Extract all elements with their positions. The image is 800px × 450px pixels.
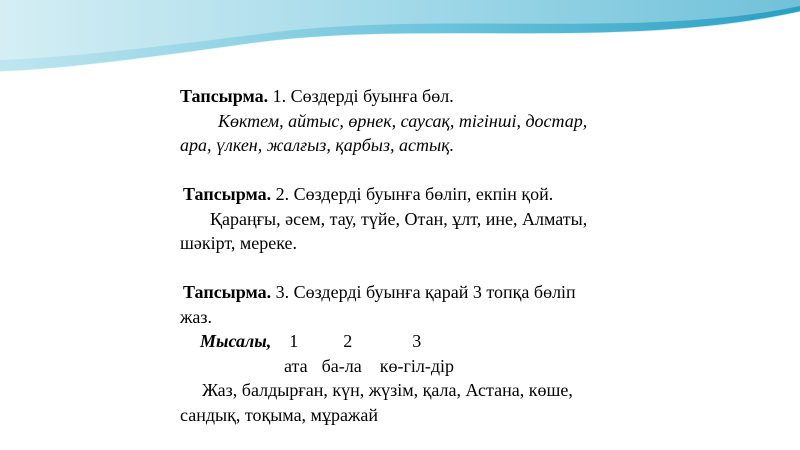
task2-words-line2 bbox=[180, 231, 650, 256]
column-number-2: 2 bbox=[343, 331, 353, 351]
task-sheet bbox=[180, 84, 650, 427]
task2-words-1: Қараңғы, әсем, тау, түйе, Отан, ұлт, ине, Алматы, bbox=[210, 208, 588, 229]
task3-words-line1 bbox=[180, 378, 650, 403]
task1-words-1: Көктем, айтыс, өрнек, саусақ, тігінші, достар, bbox=[218, 110, 588, 131]
example-word-3: кө-гіл-дір bbox=[379, 355, 454, 376]
task3-words-1: Жаз, балдырған, күн, жүзім, қала, Астана, көше, bbox=[202, 380, 573, 400]
spacer bbox=[180, 158, 650, 183]
task3-instruction-line2 bbox=[180, 305, 650, 330]
task3-example-label: Мысалы, bbox=[200, 331, 272, 351]
task1-title-line bbox=[180, 84, 650, 109]
task3-examples-line bbox=[180, 354, 650, 379]
task3-instruction-2: жаз. bbox=[180, 306, 213, 327]
task3-title-line bbox=[180, 280, 650, 305]
task2-title-line bbox=[180, 182, 650, 207]
column-number-1: 1 bbox=[289, 331, 299, 351]
task1-words-line1 bbox=[180, 109, 650, 134]
column-number-3: 3 bbox=[412, 331, 422, 351]
spacer bbox=[180, 256, 650, 281]
task3-words-line2 bbox=[180, 403, 650, 428]
example-word-1: ата bbox=[284, 355, 308, 376]
task3-heading: Тапсырма. bbox=[183, 282, 272, 302]
task2-heading: Тапсырма. bbox=[183, 184, 272, 204]
task3-words-2: сандық, тоқыма, мұражай bbox=[180, 404, 378, 425]
task3-example-header bbox=[180, 329, 650, 354]
task2-words-line1 bbox=[180, 207, 650, 232]
header-wave-banner bbox=[0, 0, 800, 80]
task2-words-2: шәкірт, мереке. bbox=[180, 233, 298, 253]
task1-words-2: ара, үлкен, жалғыз, қарбыз, астық. bbox=[180, 135, 455, 155]
example-word-2: ба-ла bbox=[321, 355, 362, 376]
task1-words-line2 bbox=[180, 133, 650, 158]
task3-instruction-1: 3. Сөздерді буынға қарай 3 топқа бөліп bbox=[275, 282, 576, 302]
task2-instruction: 2. Сөздерді буынға бөліп, екпін қой. bbox=[275, 184, 554, 204]
task1-heading: Тапсырма. bbox=[180, 86, 269, 106]
task1-instruction: 1. Сөздерді буынға бөл. bbox=[272, 86, 454, 106]
